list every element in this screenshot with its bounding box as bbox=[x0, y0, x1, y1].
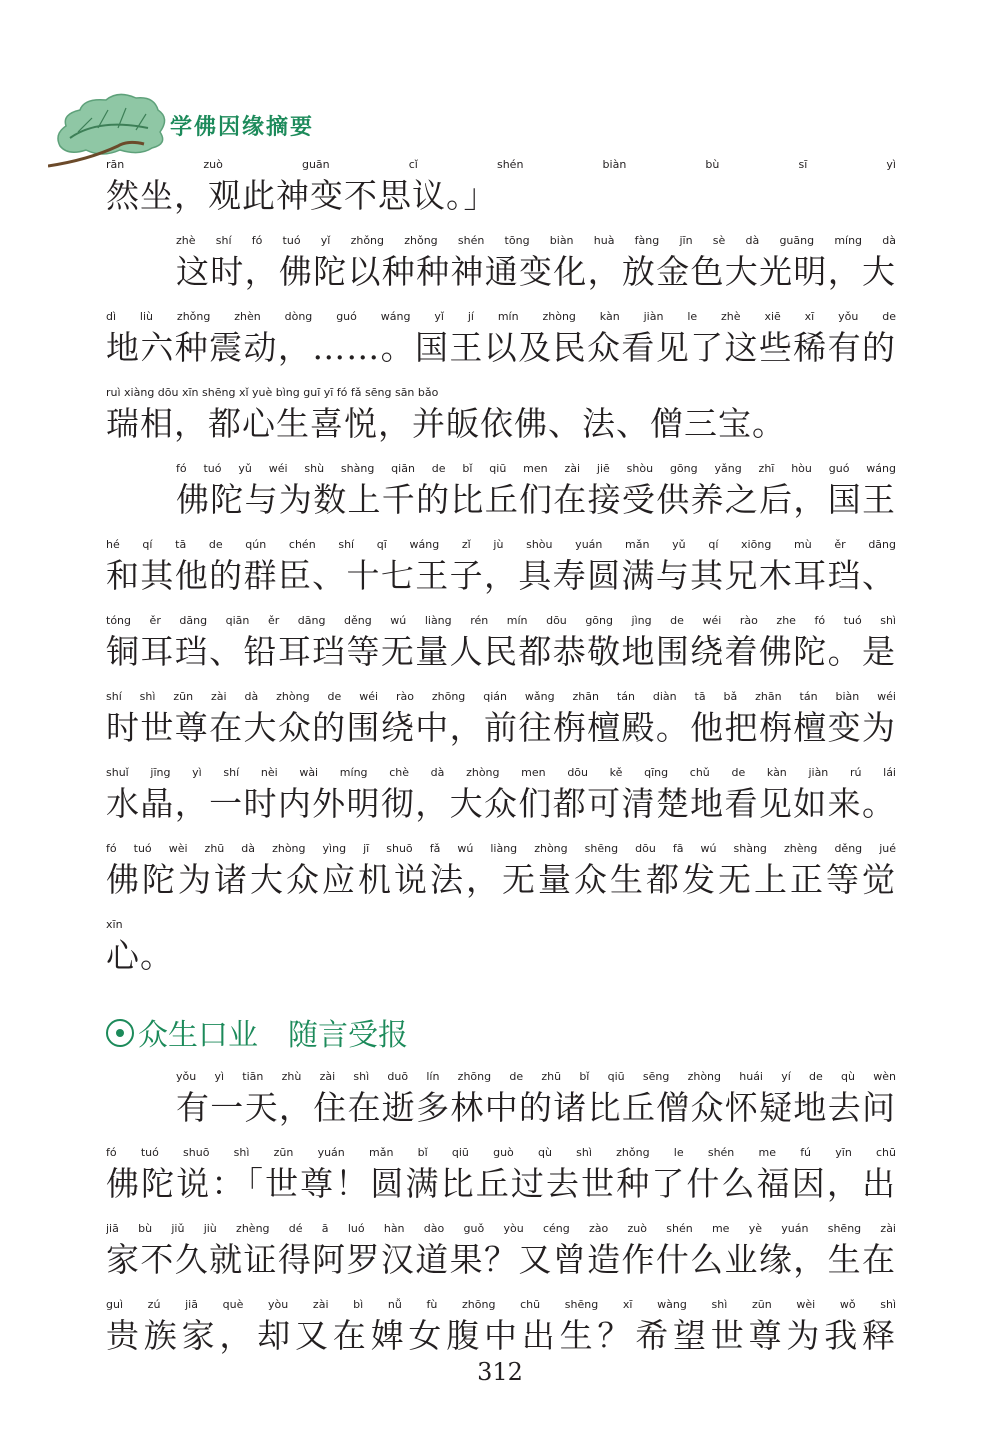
text-line bbox=[106, 842, 896, 914]
text-line bbox=[176, 1070, 896, 1142]
text-line bbox=[106, 1222, 896, 1294]
hanzi-row: 和其他的群臣、十七王子，具寿圆满与其兄木耳珰、 bbox=[106, 556, 896, 595]
hanzi-row: 水晶，一时内外明彻，大众们都可清楚地看见如来。 bbox=[106, 784, 896, 823]
page-number: 312 bbox=[477, 1358, 523, 1386]
text-line bbox=[106, 158, 896, 230]
pinyin-row: xīn bbox=[106, 918, 123, 931]
pinyin-row: rān zuò guān cǐ shén biàn bù sī yì bbox=[106, 158, 896, 171]
hanzi-row: 时世尊在大众的围绕中，前往栴檀殿。他把栴檀变为 bbox=[106, 708, 896, 747]
hanzi-row: 地六种震动，……。国王以及民众看见了这些稀有的 bbox=[106, 328, 896, 367]
pinyin-row: tóng ěr dāng qiān ěr dāng děng wú liàng rén mín dōu gōng jìng de wéi rào zhe fó tuó shì bbox=[106, 614, 896, 627]
text-line bbox=[106, 614, 896, 686]
hanzi-row: 瑞相，都心生喜悦，并皈依佛、法、僧三宝。 bbox=[106, 404, 786, 443]
text-line bbox=[176, 462, 896, 534]
pinyin-row: shuǐ jīng yì shí nèi wài míng chè dà zhòng men dōu kě qīng chǔ de kàn jiàn rú lái bbox=[106, 766, 896, 779]
pinyin-row: hé qí tā de qún chén shí qī wáng zǐ jù shòu yuán mǎn yǔ qí xiōng mù ěr dāng bbox=[106, 538, 896, 551]
text-line bbox=[176, 234, 896, 306]
pinyin-row: fó tuó shuō shì zūn yuán mǎn bǐ qiū guò qù shì zhǒng le shén me fú yīn chū bbox=[106, 1146, 896, 1159]
text-line bbox=[106, 690, 896, 762]
target-circle-icon bbox=[106, 1019, 134, 1047]
pinyin-row: dì liù zhǒng zhèn dòng guó wáng yǐ jí mín zhòng kàn jiàn le zhè xiē xī yǒu de bbox=[106, 310, 896, 323]
pinyin-row: ruì xiàng dōu xīn shēng xǐ yuè bìng guī yī fó fǎ sēng sān bǎo bbox=[106, 386, 439, 399]
section-heading bbox=[106, 1010, 408, 1054]
hanzi-row: 有一天，住在逝多林中的诸比丘僧众怀疑地去问 bbox=[176, 1088, 896, 1127]
pinyin-row: fó tuó wèi zhū dà zhòng yìng jī shuō fǎ wú liàng zhòng shēng dōu fā wú shàng zhèng děng jué bbox=[106, 842, 896, 855]
hanzi-row: 家不久就证得阿罗汉道果？又曾造作什么业缘，生在 bbox=[106, 1240, 896, 1279]
text-line bbox=[106, 1146, 896, 1218]
pinyin-row: shí shì zūn zài dà zhòng de wéi rào zhōng qián wǎng zhān tán diàn tā bǎ zhān tán biàn wéi bbox=[106, 690, 896, 703]
hanzi-row: 这时，佛陀以种种神通变化，放金色大光明，大 bbox=[176, 252, 896, 291]
hanzi-row: 佛陀与为数上千的比丘们在接受供养之后，国王 bbox=[176, 480, 896, 519]
text-line bbox=[106, 386, 896, 458]
hanzi-row: 佛陀说：「世尊！圆满比丘过去世种了什么福因，出 bbox=[106, 1164, 896, 1203]
header-title: 学佛因缘摘要 bbox=[170, 115, 315, 140]
text-line bbox=[106, 766, 896, 838]
hanzi-row: 佛陀为诸大众应机说法，无量众生都发无上正等觉 bbox=[106, 860, 896, 899]
pinyin-row: yǒu yì tiān zhù zài shì duō lín zhōng de zhū bǐ qiū sēng zhòng huái yí de qù wèn bbox=[176, 1070, 896, 1083]
pinyin-row: fó tuó yǔ wéi shù shàng qiān de bǐ qiū men zài jiē shòu gōng yǎng zhī hòu guó wáng bbox=[176, 462, 896, 475]
hanzi-row: 铜耳珰、铅耳珰等无量人民都恭敬地围绕着佛陀。是 bbox=[106, 632, 896, 671]
hanzi-row: 贵族家，却又在婢女腹中出生？希望世尊为我释 bbox=[106, 1316, 896, 1355]
pinyin-row: guì zú jiā què yòu zài bì nǚ fù zhōng chū shēng xī wàng shì zūn wèi wǒ shì bbox=[106, 1298, 896, 1311]
section-title: 众生口业 随言受报 bbox=[138, 1018, 408, 1053]
text-line bbox=[106, 310, 896, 382]
hanzi-row: 然坐，观此神变不思议。」 bbox=[106, 176, 498, 215]
text-line bbox=[106, 918, 896, 990]
hanzi-row: 心。 bbox=[106, 936, 174, 975]
pinyin-row: jiā bù jiǔ jiù zhèng dé ā luó hàn dào guǒ yòu céng zào zuò shén me yè yuán shēng zài bbox=[106, 1222, 896, 1235]
pinyin-row: zhè shí fó tuó yǐ zhǒng zhǒng shén tōng biàn huà fàng jīn sè dà guāng míng dà bbox=[176, 234, 896, 247]
text-line bbox=[106, 538, 896, 610]
